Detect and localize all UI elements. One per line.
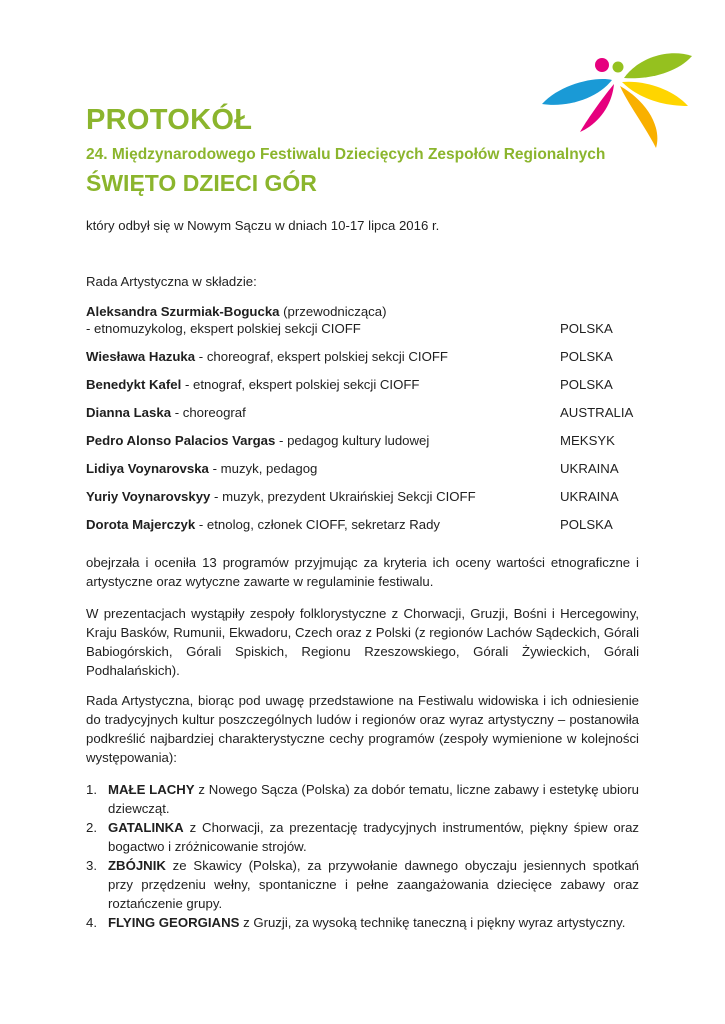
list-number: 1. <box>86 782 97 797</box>
ensemble-text: z Gruzji, za wysoką technikę taneczną i piękny wyraz artystyczny. <box>239 915 626 930</box>
ensemble-name: MAŁE LACHY <box>108 782 195 797</box>
festival-name: ŚWIĘTO DZIECI GÓR <box>86 170 317 196</box>
ensemble-text: z Nowego Sącza (Polska) za dobór tematu, liczne zabawy i estetykę ubioru dziewcząt. <box>108 782 639 816</box>
member-role: (przewodnicząca) <box>279 304 387 319</box>
intro-text: który odbył się w Nowym Sączu w dniach 10-17 lipca 2016 r. <box>86 218 440 233</box>
ensembles-paragraph: W prezentacjach wystąpiły zespoły folklorystyczne z Chorwacji, Gruzji, Bośni i Hercegowiny, Kraju Basków, Rumunii, Ekwadoru, Czech oraz z Polski (z regionów Lachów Sądeckich, Górali Babiogórskich, Górali Spiskich, Regionu Rzeszowskiego, Górali Żywieckich, Górali Podhalańskich). <box>86 606 639 678</box>
document-subtitle: 24. Międzynarodowego Festiwalu Dziecięcych Zespołów Regionalnych <box>86 146 606 163</box>
ensemble-name: ZBÓJNIK <box>108 858 166 873</box>
member-country: POLSKA <box>560 321 613 336</box>
list-item <box>86 780 639 818</box>
member-role: - muzyk, prezydent Ukraińskiej Sekcji CIOFF <box>210 489 476 504</box>
evaluation-paragraph: obejrzała i oceniła 13 programów przyjmując za kryteria ich oceny wartości etnograficzne i artystyczne oraz wytyczne zawarte w regulaminie festiwalu. <box>86 555 639 589</box>
member-name: Pedro Alonso Palacios Vargas <box>86 433 276 448</box>
member-row <box>86 516 440 534</box>
ensemble-text: ze Skawicy (Polska), za przywołanie dawnego obyczaju jesiennych spotkań przy przędzeniu wełny, spontaniczne i pełne zaangażowania dziecięce zabawy oraz roztańczenie grupy. <box>108 858 639 911</box>
member-name: Aleksandra Szurmiak-Bogucka <box>86 304 280 319</box>
document-title: PROTOKÓŁ <box>86 104 253 136</box>
list-item <box>86 856 639 913</box>
member-row <box>86 432 429 450</box>
member-country: POLSKA <box>560 377 613 392</box>
member-country: MEKSYK <box>560 433 615 448</box>
member-country: POLSKA <box>560 517 613 532</box>
member-row <box>86 348 448 366</box>
member-row <box>86 303 387 321</box>
ensemble-text: z Chorwacji, za prezentację tradycyjnych instrumentów, piękny śpiew oraz bogactwo i zróżnicowanie strojów. <box>108 820 639 854</box>
member-row <box>86 404 246 422</box>
member-country: POLSKA <box>560 349 613 364</box>
member-name: Benedykt Kafel <box>86 377 182 392</box>
council-decision-paragraph: Rada Artystyczna, biorąc pod uwagę przedstawione na Festiwalu widowiska i ich odniesienie do tradycyjnych kultur poszczególnych ludów i regionów oraz wyraz artystyczny – postanowiła podkreślić najbardziej charakterystyczne cechy programów (zespoły wymienione w kolejności występowania): <box>86 693 639 765</box>
festival-butterfly-logo-icon <box>538 44 696 156</box>
member-row <box>86 376 419 394</box>
list-number: 2. <box>86 820 97 835</box>
member-role: - etnograf, ekspert polskiej sekcji CIOFF <box>181 377 420 392</box>
member-row <box>86 460 317 478</box>
member-name: Dorota Majerczyk <box>86 517 196 532</box>
member-country: AUSTRALIA <box>560 405 634 420</box>
member-country: UKRAINA <box>560 461 619 476</box>
member-role-line: - etnomuzykolog, ekspert polskiej sekcji CIOFF <box>86 321 361 336</box>
member-row <box>86 488 476 506</box>
member-name: Dianna Laska <box>86 405 172 420</box>
member-role: - pedagog kultury ludowej <box>275 433 430 448</box>
council-heading: Rada Artystyczna w składzie: <box>86 274 257 289</box>
ensemble-name: GATALINKA <box>108 820 184 835</box>
member-role: - muzyk, pedagog <box>208 461 318 476</box>
member-role: - etnolog, członek CIOFF, sekretarz Rady <box>195 517 440 532</box>
member-country: UKRAINA <box>560 489 619 504</box>
member-name: Lidiya Voynarovska <box>86 461 209 476</box>
ensemble-name: FLYING GEORGIANS <box>108 915 240 930</box>
list-item <box>86 818 639 856</box>
ensembles-list <box>86 780 639 932</box>
list-item <box>86 913 639 932</box>
member-role: - choreograf, ekspert polskiej sekcji CIOFF <box>195 349 448 364</box>
list-number: 3. <box>86 858 97 873</box>
member-name: Yuriy Voynarovskyy <box>86 489 211 504</box>
member-role: - choreograf <box>171 405 246 420</box>
list-number: 4. <box>86 915 97 930</box>
member-name: Wiesława Hazuka <box>86 349 196 364</box>
